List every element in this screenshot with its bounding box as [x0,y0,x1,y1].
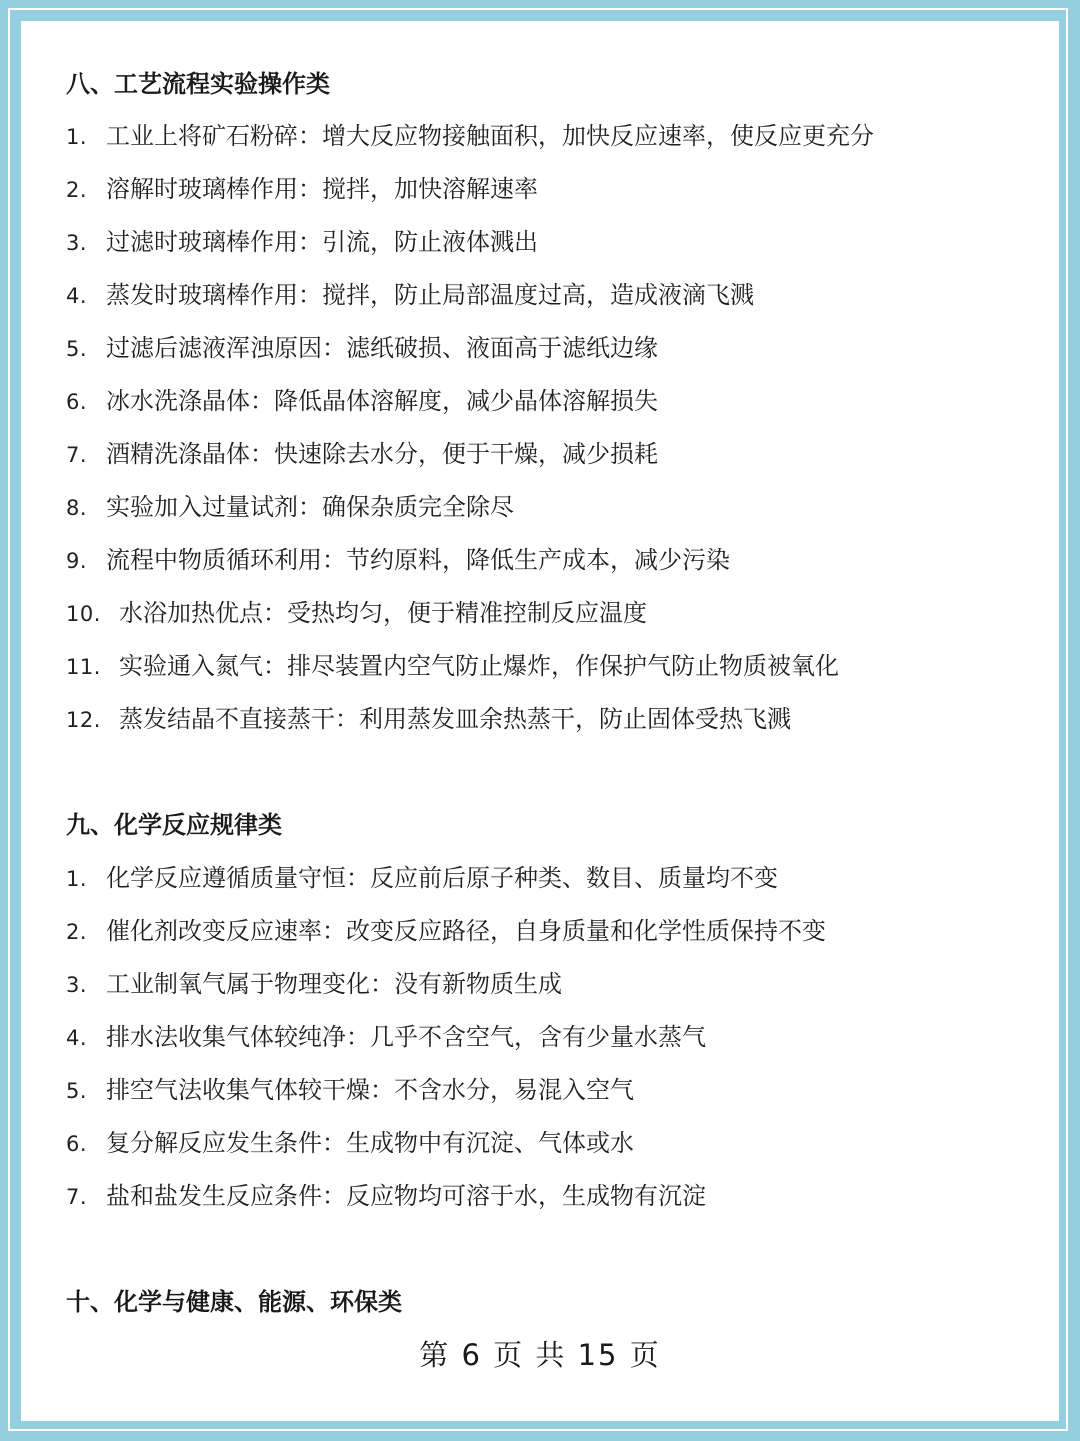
list-item-text: 工业制氧气属于物理变化：没有新物质生成 [106,970,562,998]
list-item [66,121,874,174]
list-item [66,1128,634,1181]
list-item-number: 3. [66,973,88,997]
list-item-text: 溶解时玻璃棒作用：搅拌，加快溶解速率 [106,175,538,203]
list-item-number: 10. [66,602,101,626]
list-item [66,863,778,916]
list-item-text: 水浴加热优点：受热均匀，便于精准控制反应温度 [119,599,647,627]
section-heading-9: 九、化学反应规律类 [66,811,282,839]
list-item-number: 4. [66,284,88,308]
list-item-text: 排水法收集气体较纯净：几乎不含空气，含有少量水蒸气 [106,1023,706,1051]
list-item [66,386,658,439]
document-page [21,21,1059,1421]
list-item-text: 蒸发时玻璃棒作用：搅拌，防止局部温度过高，造成液滴飞溅 [106,281,754,309]
list-item [66,704,791,757]
list-item [66,333,658,386]
list-item-text: 实验通入氮气：排尽装置内空气防止爆炸，作保护气防止物质被氧化 [119,652,839,680]
list-item-number: 1. [66,867,88,891]
list-item-number: 3. [66,231,88,255]
list-item-text: 过滤时玻璃棒作用：引流，防止液体溅出 [106,228,538,256]
list-item-text: 工业上将矿石粉碎：增大反应物接触面积，加快反应速率，使反应更充分 [106,122,874,150]
list-item-text: 复分解反应发生条件：生成物中有沉淀、气体或水 [106,1129,634,1157]
list-item-number: 9. [66,549,88,573]
list-item [66,439,658,492]
list-item-number: 5. [66,337,88,361]
list-item-text: 催化剂改变反应速率：改变反应路径，自身质量和化学性质保持不变 [106,917,826,945]
list-item-number: 5. [66,1079,88,1103]
list-item-text: 蒸发结晶不直接蒸干：利用蒸发皿余热蒸干，防止固体受热飞溅 [119,705,791,733]
list-item-number: 2. [66,920,88,944]
list-item [66,598,647,651]
section-heading-10: 十、化学与健康、能源、环保类 [66,1288,402,1316]
list-item-number: 12. [66,708,101,732]
list-item-text: 过滤后滤液浑浊原因：滤纸破损、液面高于滤纸边缘 [106,334,658,362]
list-item [66,227,538,280]
list-item-number: 11. [66,655,101,679]
list-item-number: 1. [66,125,88,149]
list-item-text: 化学反应遵循质量守恒：反应前后原子种类、数目、质量均不变 [106,864,778,892]
list-item [66,492,514,545]
list-item-number: 7. [66,1185,88,1209]
list-item-text: 排空气法收集气体较干燥：不含水分，易混入空气 [106,1076,634,1104]
list-item-number: 6. [66,1132,88,1156]
list-item [66,1181,706,1234]
list-item-text: 流程中物质循环利用：节约原料，降低生产成本，减少污染 [106,546,730,574]
list-item [66,969,562,1022]
list-item-text: 盐和盐发生反应条件：反应物均可溶于水，生成物有沉淀 [106,1182,706,1210]
list-item-number: 4. [66,1026,88,1050]
list-item [66,280,754,333]
page-number-footer: 第 6 页 共 15 页 [419,1338,661,1372]
list-item-text: 冰水洗涤晶体：降低晶体溶解度，减少晶体溶解损失 [106,387,658,415]
list-item [66,916,826,969]
list-item [66,651,839,704]
list-item [66,545,730,598]
list-item-number: 8. [66,496,88,520]
list-item-number: 2. [66,178,88,202]
list-item-text: 实验加入过量试剂：确保杂质完全除尽 [106,493,514,521]
list-item [66,174,538,227]
section-heading-8: 八、工艺流程实验操作类 [66,70,330,98]
list-item-text: 酒精洗涤晶体：快速除去水分，便于干燥，减少损耗 [106,440,658,468]
list-item-number: 6. [66,390,88,414]
list-item [66,1022,706,1075]
list-item [66,1075,634,1128]
list-item-number: 7. [66,443,88,467]
